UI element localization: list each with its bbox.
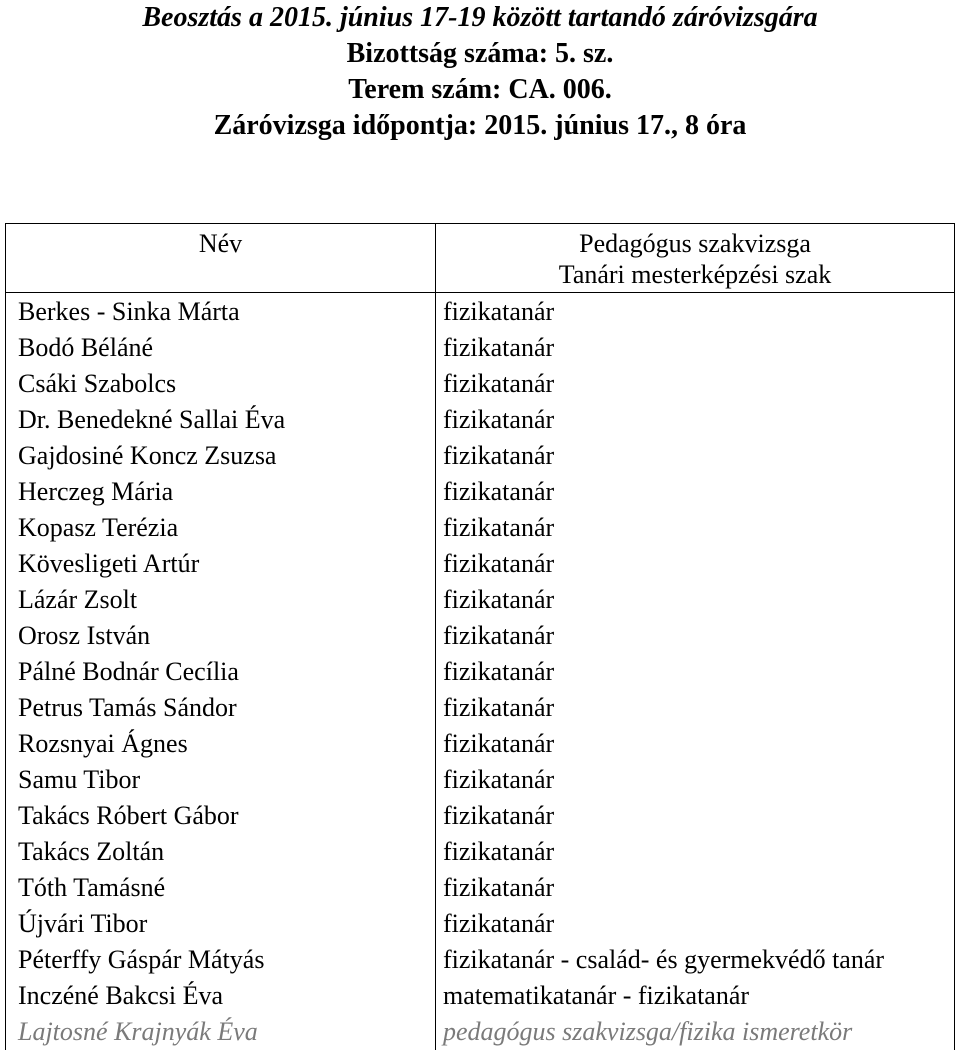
table-row bbox=[6, 294, 954, 330]
candidate-specialization: fizikatanár bbox=[443, 333, 555, 362]
candidate-specialization: fizikatanár bbox=[443, 369, 555, 398]
candidate-name: Rozsnyai Ágnes bbox=[18, 729, 188, 758]
candidate-specialization: pedagógus szakvizsga/fizika ismeretkör bbox=[443, 1017, 853, 1046]
table-row bbox=[6, 690, 954, 726]
column-header-specialization bbox=[436, 228, 954, 290]
candidate-name: Kopasz Terézia bbox=[18, 513, 179, 542]
table-row bbox=[6, 510, 954, 546]
table-row bbox=[6, 402, 954, 438]
column-header-name bbox=[6, 228, 435, 259]
table-row bbox=[6, 582, 954, 618]
candidate-specialization: fizikatanár bbox=[443, 765, 555, 794]
candidate-name: Pálné Bodnár Cecília bbox=[18, 657, 239, 686]
candidate-name: Lázár Zsolt bbox=[18, 585, 138, 614]
header-rule bbox=[6, 292, 954, 293]
candidate-specialization: fizikatanár bbox=[443, 513, 555, 542]
candidate-specialization: fizikatanár bbox=[443, 549, 555, 578]
candidate-specialization: fizikatanár bbox=[443, 873, 555, 902]
table-row bbox=[6, 798, 954, 834]
candidate-name: Tóth Tamásné bbox=[18, 873, 166, 902]
table-row bbox=[6, 330, 954, 366]
table-row bbox=[6, 834, 954, 870]
exam-date-time: Záróvizsga időpontja: 2015. június 17., 8 óra bbox=[213, 110, 747, 141]
candidate-name: Lajtosné Krajnyák Éva bbox=[18, 1017, 258, 1046]
table-row bbox=[6, 618, 954, 654]
candidate-name: Takács Zoltán bbox=[18, 837, 165, 866]
column-header-name-label: Név bbox=[198, 229, 243, 258]
candidate-specialization: fizikatanár bbox=[443, 909, 555, 938]
candidate-specialization: fizikatanár bbox=[443, 477, 555, 506]
column-header-spec-line1: Pedagógus szakvizsga bbox=[579, 229, 811, 258]
candidate-specialization: fizikatanár bbox=[443, 693, 555, 722]
candidate-name: Inczéné Bakcsi Éva bbox=[18, 981, 224, 1010]
table-row bbox=[6, 870, 954, 906]
candidate-name: Orosz István bbox=[18, 621, 151, 650]
candidate-specialization: fizikatanár bbox=[443, 729, 555, 758]
table-row bbox=[6, 1014, 954, 1050]
candidate-name: Bodó Béláné bbox=[18, 333, 154, 362]
candidate-name: Petrus Tamás Sándor bbox=[18, 693, 237, 722]
candidate-specialization: fizikatanár bbox=[443, 801, 555, 830]
candidate-name: Kövesligeti Artúr bbox=[18, 549, 200, 578]
candidate-specialization: fizikatanár bbox=[443, 837, 555, 866]
table-row bbox=[6, 762, 954, 798]
candidate-name: Dr. Benedekné Sallai Éva bbox=[18, 405, 286, 434]
candidate-specialization: fizikatanár bbox=[443, 441, 555, 470]
table-row bbox=[6, 546, 954, 582]
candidate-specialization: fizikatanár - család- és gyermekvédő tanár bbox=[443, 945, 885, 974]
candidate-name: Takács Róbert Gábor bbox=[18, 801, 239, 830]
room-number: Terem szám: CA. 006. bbox=[348, 74, 612, 105]
candidate-name: Samu Tibor bbox=[18, 765, 141, 794]
table-row bbox=[6, 978, 954, 1014]
candidate-specialization: fizikatanár bbox=[443, 657, 555, 686]
table-row bbox=[6, 654, 954, 690]
table-body bbox=[6, 294, 954, 1050]
committee-number: Bizottság száma: 5. sz. bbox=[346, 38, 614, 69]
candidate-name: Csáki Szabolcs bbox=[18, 369, 177, 398]
candidate-specialization: matematikatanár - fizikatanár bbox=[443, 981, 750, 1010]
candidate-specialization: fizikatanár bbox=[443, 297, 555, 326]
table-row bbox=[6, 438, 954, 474]
table-row bbox=[6, 474, 954, 510]
candidate-name: Berkes - Sinka Márta bbox=[18, 297, 240, 326]
candidate-name: Herczeg Mária bbox=[18, 477, 174, 506]
column-header-spec-line2: Tanári mesterképzési szak bbox=[558, 260, 832, 289]
table-row bbox=[6, 906, 954, 942]
document-header bbox=[0, 0, 960, 144]
candidate-specialization: fizikatanár bbox=[443, 585, 555, 614]
table-row bbox=[6, 726, 954, 762]
candidate-name: Gajdosiné Koncz Zsuzsa bbox=[18, 441, 277, 470]
candidate-specialization: fizikatanár bbox=[443, 405, 555, 434]
table-row bbox=[6, 942, 954, 978]
candidate-name: Péterffy Gáspár Mátyás bbox=[18, 945, 265, 974]
table-row bbox=[6, 366, 954, 402]
candidate-name: Újvári Tibor bbox=[18, 909, 148, 938]
candidate-specialization: fizikatanár bbox=[443, 621, 555, 650]
candidates-table bbox=[5, 223, 955, 1050]
exam-schedule-title: Beosztás a 2015. június 17-19 között tartandó záróvizsgára bbox=[142, 2, 818, 33]
